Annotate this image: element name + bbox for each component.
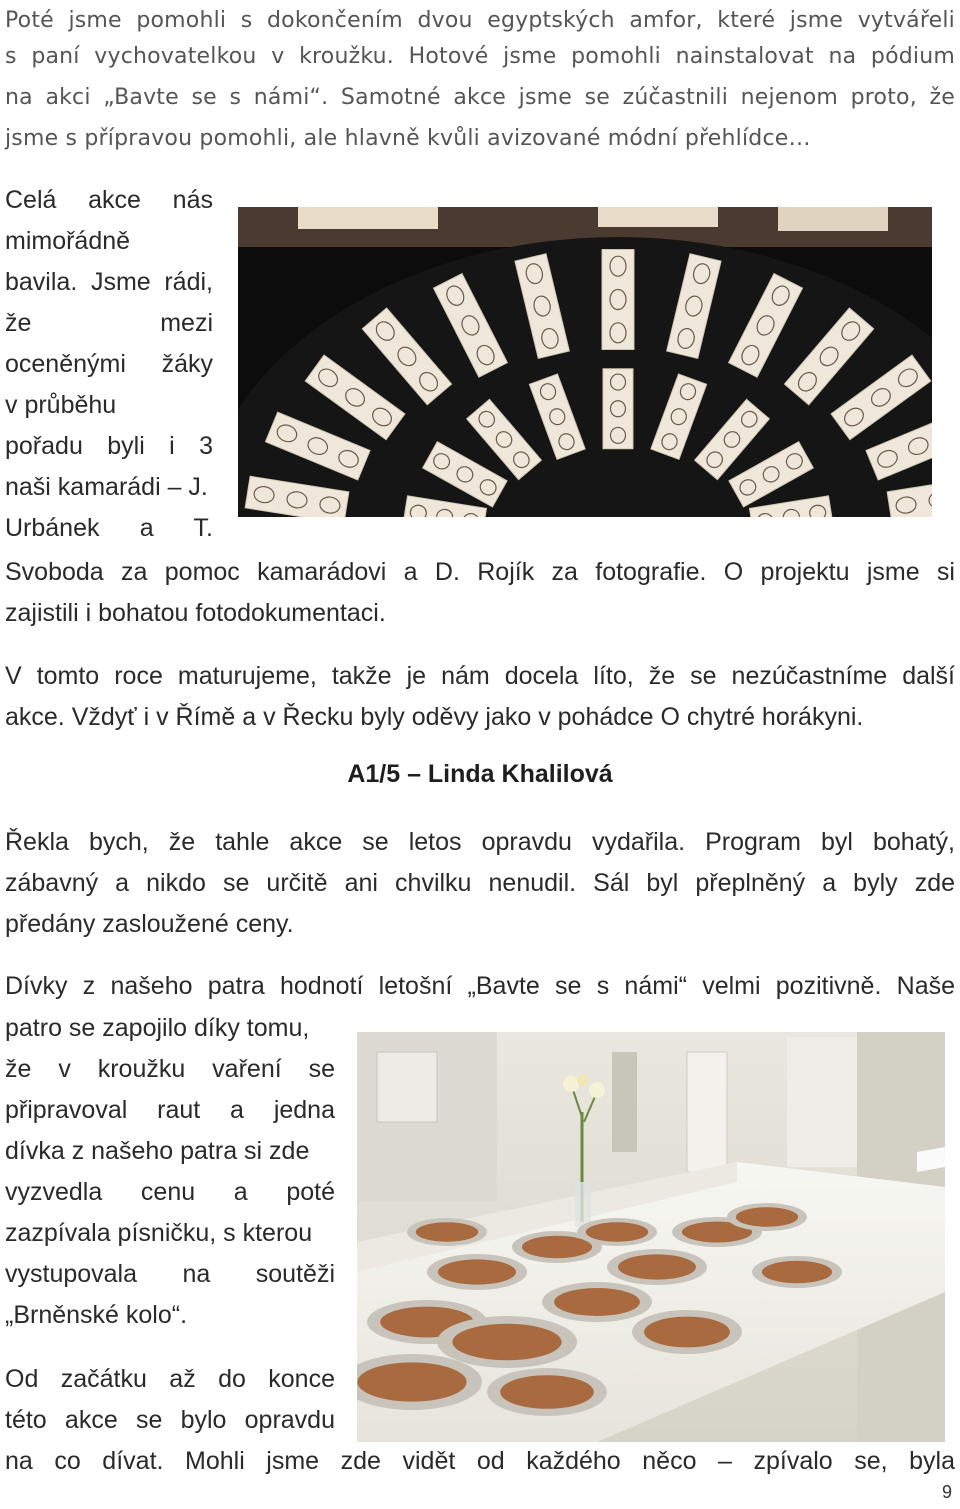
intro-line-4: jsme s přípravou pomohli, ale hlavně kvůli avizované módní přehlídce… [5, 126, 811, 151]
wrap1-line-3: bavila. Jsme rádi, [5, 268, 213, 296]
wrap2-line-4: dívka z našeho patra si zde [5, 1137, 310, 1165]
wrap2-line-1: patro se zapojilo díky tomu, [5, 1014, 310, 1042]
food-on-tray [500, 1375, 594, 1409]
page-number: 9 [941, 1482, 952, 1502]
last-line: na co dívat. Mohli jsme zde vidět od každého něco – zpívalo se, byla [5, 1447, 955, 1475]
rekla-line-1: Řekla bych, že tahle akce se letos opravdu vydařila. Program byl bohatý, [5, 828, 955, 856]
wrap1-line-6: v průběhu [5, 391, 117, 419]
maturujeme-line-1: V tomto roce maturujeme, takže je nám docela líto, že se nezúčastníme další [5, 662, 955, 690]
food-on-tray [416, 1222, 478, 1242]
intro-line-3: na akci „Bavte se s námi“. Samotné akce jsme se zúčastnili nejenom proto, že [5, 85, 955, 110]
divky-line-1: Dívky z našeho patra hodnotí letošní „Bavte se s námi“ velmi pozitivně. Naše [5, 972, 955, 1000]
food-on-tray [438, 1259, 516, 1284]
wrap1-line-8: naši kamarádi – J. [5, 473, 208, 501]
maturujeme-line-2: akce. Vždyť i v Římě a v Řecku byly oděvy jako v pohádce O chytré horákyni. [5, 703, 864, 731]
buffet-table-photo [357, 1032, 945, 1442]
after-wrap1-line-2: zajistili i bohatou fotodokumentaci. [5, 599, 386, 627]
wrap2-line-2: že v kroužku vaření se [5, 1055, 335, 1083]
wrap1-line-9: Urbánek a T. [5, 514, 213, 542]
food-on-tray [357, 1362, 466, 1401]
food-on-tray [452, 1324, 561, 1360]
intro-line-1: Poté jsme pomohli s dokončením dvou egyptských amfor, které jsme vytvářeli [5, 8, 955, 33]
wrap2-line-7: vystupovala na soutěži [5, 1260, 335, 1288]
intro-line-2: s paní vychovatelkou v kroužku. Hotové jsme pomohli nainstalovat na pódium [5, 44, 955, 69]
rekla-line-2: zábavný a nikdo se určitě ani chvilku nenudil. Sál byl přeplněný a byly zde [5, 869, 955, 897]
food-on-tray [762, 1261, 832, 1283]
wrap1-line-1: Celá akce nás [5, 186, 213, 214]
hieroglyph-cards-photo [238, 207, 932, 517]
wrap1-line-4: že mezi [5, 309, 213, 337]
wrap2-line-3: připravoval raut a jedna [5, 1096, 335, 1124]
after-wrap1-line-1: Svoboda za pomoc kamarádovi a D. Rojík za fotografie. O projektu jsme si [5, 558, 955, 586]
food-on-tray [586, 1222, 648, 1242]
section-heading: A1/5 – Linda Khalilová [347, 760, 613, 788]
wrap3-line-1: Od začátku až do konce [5, 1365, 335, 1393]
food-on-tray [522, 1236, 592, 1258]
wrap1-line-7: pořadu byli i 3 [5, 432, 213, 460]
wrap1-line-5: oceněnými žáky [5, 350, 213, 378]
hieroglyph-card [602, 250, 634, 350]
food-on-tray [554, 1288, 640, 1316]
food-on-tray [618, 1254, 696, 1279]
hieroglyph-card [603, 369, 633, 449]
wrap1-line-2: mimořádně [5, 227, 131, 255]
wrap2-line-5: vyzvedla cenu a poté [5, 1178, 335, 1206]
wrap3-line-2: této akce se bylo opravdu [5, 1406, 335, 1434]
rekla-line-3: předány zasloužené ceny. [5, 910, 294, 938]
wrap2-line-8: „Brněnské kolo“. [5, 1301, 188, 1329]
food-on-tray [644, 1317, 730, 1348]
food-on-tray [736, 1207, 798, 1227]
wrap2-line-6: zazpívala písničku, s kterou [5, 1219, 313, 1247]
